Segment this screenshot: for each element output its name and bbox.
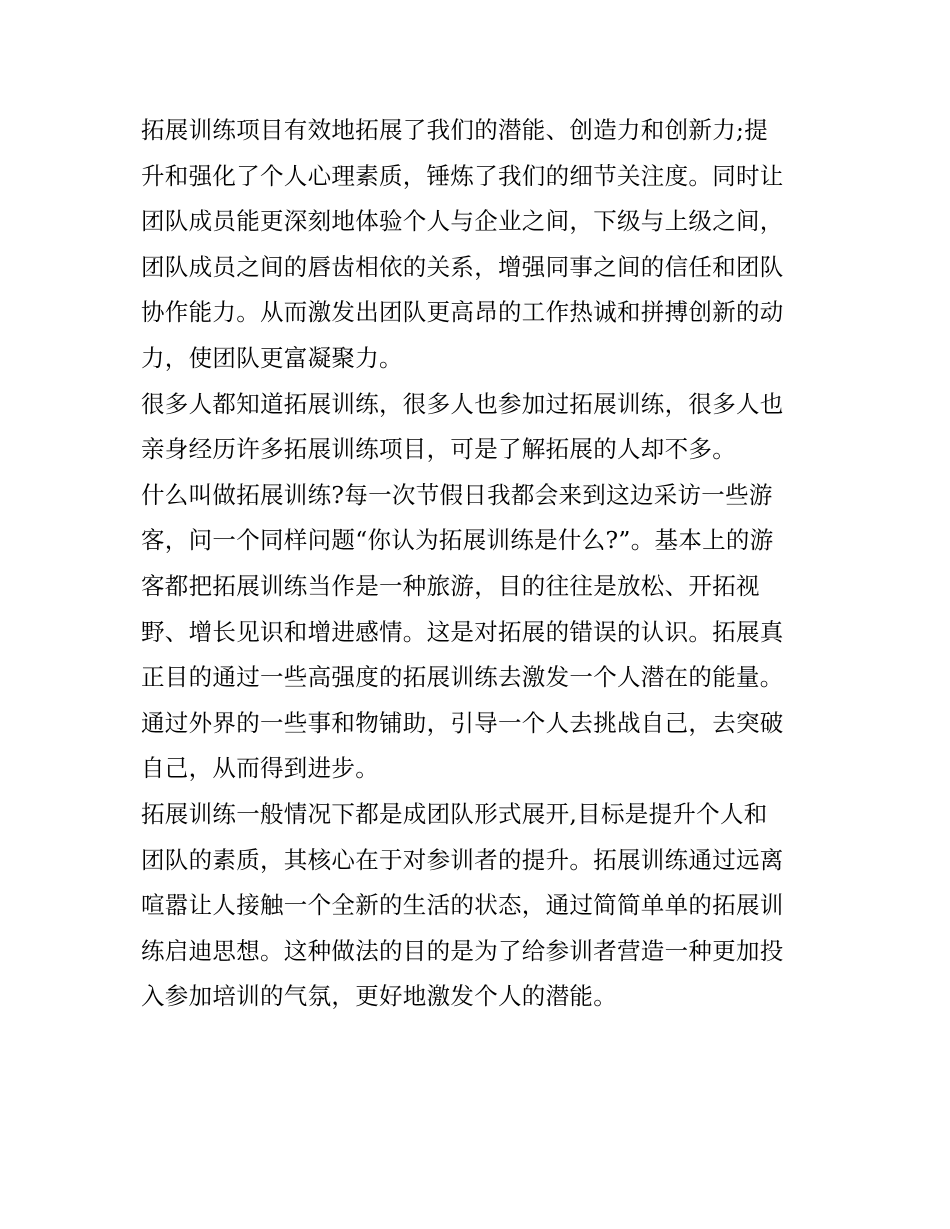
text-line: 团队的素质，其核心在于对参训者的提升。拓展训练通过远离 bbox=[141, 845, 784, 874]
paragraph-2 bbox=[141, 382, 821, 473]
document-body bbox=[141, 108, 821, 1020]
text-line: 正目的通过一些高强度的拓展训练去激发一个人潜在的能量。 bbox=[141, 663, 784, 692]
text-line: 很多人都知道拓展训练，很多人也参加过拓展训练，很多人也 bbox=[141, 389, 784, 418]
text-line: 自己，从而得到进步。 bbox=[141, 754, 379, 783]
paragraph-3 bbox=[141, 473, 821, 792]
text-line: 拓展训练一般情况下都是成团队形式展开,目标是提升个人和 bbox=[141, 799, 768, 828]
text-line: 练启迪思想。这种做法的目的是为了给参训者营造一种更加投 bbox=[141, 936, 784, 965]
text-line: 客都把拓展训练当作是一种旅游，目的往往是放松、开拓视 bbox=[141, 571, 760, 600]
text-line: 升和强化了个人心理素质，锤炼了我们的细节关注度。同时让 bbox=[141, 161, 784, 190]
paragraph-1 bbox=[141, 108, 821, 382]
text-line: 野、增长见识和增进感情。这是对拓展的错误的认识。拓展真 bbox=[141, 617, 784, 646]
text-line: 什么叫做拓展训练?每一次节假日我都会来到这边采访一些游 bbox=[141, 480, 773, 509]
text-line: 亲身经历许多拓展训练项目，可是了解拓展的人却不多。 bbox=[141, 435, 736, 464]
text-line: 客，问一个同样问题“你认为拓展训练是什么?”。基本上的游 bbox=[141, 526, 774, 555]
text-line: 喧嚣让人接触一个全新的生活的状态，通过简简单单的拓展训 bbox=[141, 891, 784, 920]
text-line: 力，使团队更富凝聚力。 bbox=[141, 343, 403, 372]
paragraph-4 bbox=[141, 792, 821, 1020]
text-line: 团队成员能更深刻地体验个人与企业之间，下级与上级之间， bbox=[141, 207, 784, 236]
text-line: 入参加培训的气氛，更好地激发个人的潜能。 bbox=[141, 982, 617, 1011]
text-line: 团队成员之间的唇齿相依的关系，增强同事之间的信任和团队 bbox=[141, 252, 784, 281]
text-line: 通过外界的一些事和物铺助，引导一个人去挑战自己，去突破 bbox=[141, 708, 784, 737]
text-line: 协作能力。从而激发出团队更高昂的工作热诚和拼搏创新的动 bbox=[141, 298, 784, 327]
text-line: 拓展训练项目有效地拓展了我们的潜能、创造力和创新力;提 bbox=[141, 116, 769, 144]
